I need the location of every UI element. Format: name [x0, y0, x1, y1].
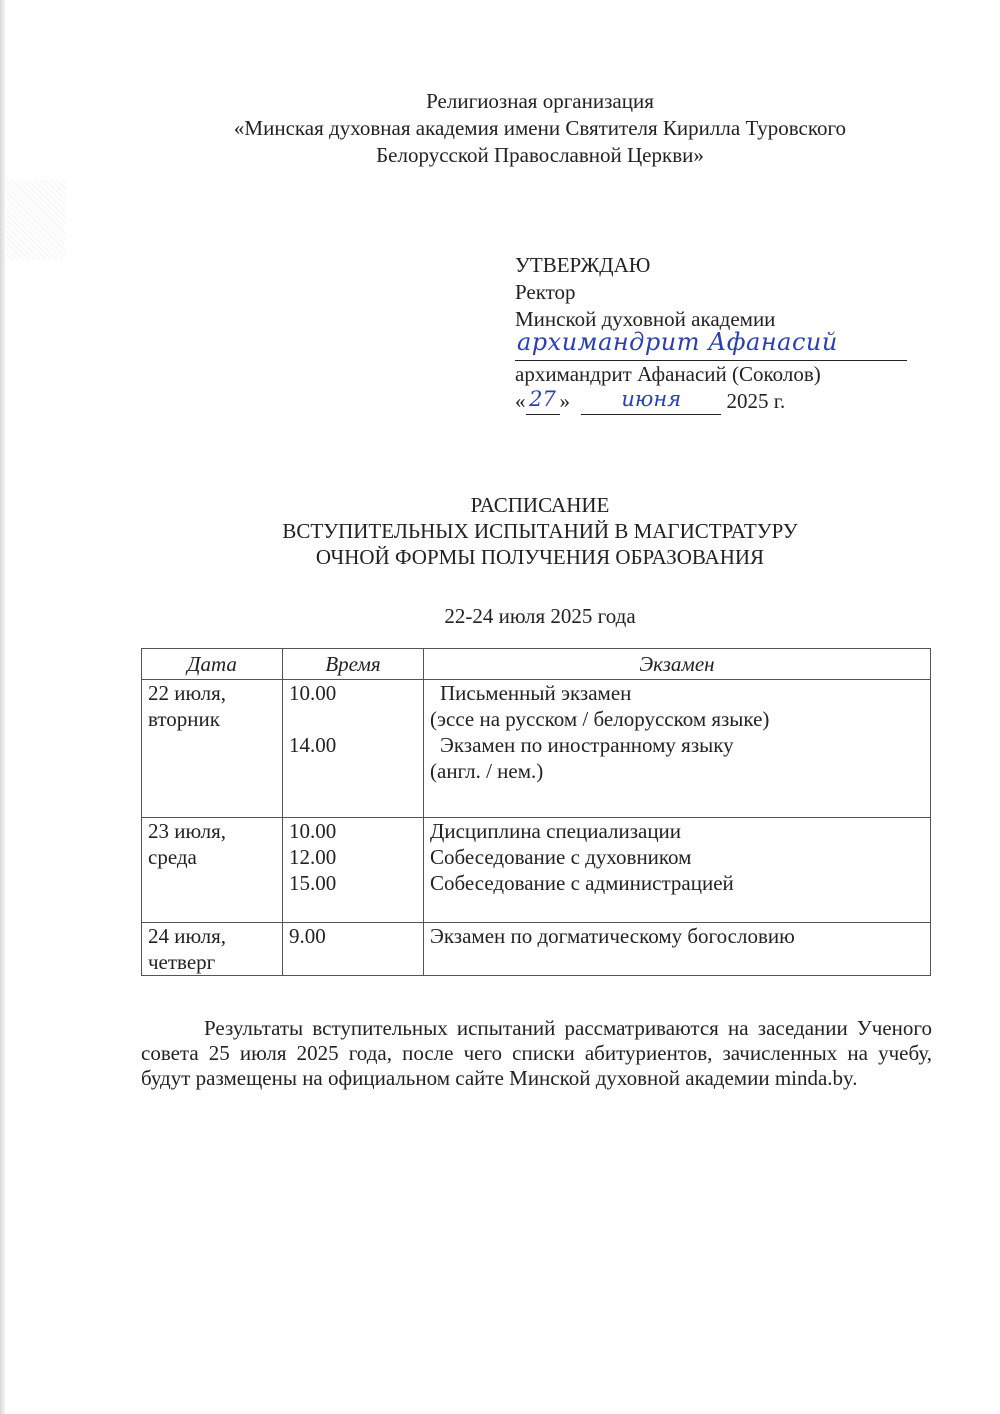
- approval-date: [515, 388, 935, 415]
- table-row: [142, 818, 931, 923]
- date-text: 24 июля,: [148, 924, 227, 948]
- time-cell: [283, 680, 424, 818]
- exam-cell: [424, 923, 931, 976]
- date-cell: [142, 680, 283, 818]
- exam-title: Дисциплина специализации: [430, 819, 682, 843]
- weekday-text: четверг: [148, 950, 216, 974]
- approver-institution: Минской духовной академии: [515, 307, 776, 331]
- organization-header: [140, 88, 940, 169]
- signatory-name: архимандрит Афанасий (Соколов): [515, 362, 821, 386]
- table-row: [142, 680, 931, 818]
- table-row: [142, 923, 931, 976]
- table-header-row: [142, 649, 931, 680]
- handwritten-month: июня: [621, 387, 682, 411]
- scan-edge-shadow: [0, 0, 5, 1414]
- exam-cell: [424, 680, 931, 818]
- schedule-table: [141, 648, 931, 976]
- quote-open: «: [515, 389, 526, 413]
- exam-period: 22-24 июля 2025 года: [444, 604, 636, 628]
- exam-cell: [424, 818, 931, 923]
- title-line-3: ОЧНОЙ ФОРМЫ ПОЛУЧЕНИЯ ОБРАЗОВАНИЯ: [315, 545, 765, 569]
- weekday-text: среда: [148, 845, 197, 869]
- header-exam: Экзамен: [424, 649, 931, 680]
- time-cell: [283, 923, 424, 976]
- time-text: 15.00: [289, 871, 337, 895]
- date-text: 23 июля,: [148, 819, 227, 843]
- exam-title: Собеседование с духовником: [430, 845, 692, 869]
- quote-close: »: [559, 389, 570, 413]
- time-text: 9.00: [289, 924, 326, 948]
- title-line-1: РАСПИСАНИЕ: [470, 493, 610, 517]
- exam-note: (англ. / нем.): [430, 759, 544, 783]
- time-text: 10.00: [289, 681, 337, 705]
- approval-block: [515, 252, 935, 415]
- org-line-2: «Минская духовная академия имени Святителя Кирилла Туровского: [233, 116, 847, 140]
- month-blank: [581, 387, 721, 415]
- scan-noise: [6, 180, 66, 260]
- org-line-1: Религиозная организация: [426, 89, 654, 113]
- time-text: 10.00: [289, 819, 337, 843]
- handwritten-day: 27: [529, 387, 556, 411]
- time-cell: [283, 818, 424, 923]
- results-note: Результаты вступительных испытаний рассматриваются на заседании Ученого совета 25 июля 2025 года, после чего списки абитуриентов, зачисленных на учебу, будут размещены на официальном сайте Минской духовной академии minda.by.: [141, 1016, 932, 1090]
- exam-title: Экзамен по догматическому богословию: [430, 924, 795, 948]
- approver-position: Ректор: [515, 280, 576, 304]
- weekday-text: вторник: [148, 707, 220, 731]
- exam-note: (эссе на русском / белорусском языке): [430, 707, 770, 731]
- time-text: 14.00: [289, 733, 337, 757]
- header-time: Время: [283, 649, 424, 680]
- handwritten-signature: архимандрит Афанасий: [517, 328, 838, 356]
- exam-title: Письменный экзамен: [440, 681, 632, 705]
- day-blank: [526, 387, 560, 415]
- date-cell: [142, 818, 283, 923]
- date-text: 22 июля,: [148, 681, 227, 705]
- signature-line: [515, 328, 907, 361]
- date-cell: [142, 923, 283, 976]
- exam-title: Собеседование с администрацией: [430, 871, 734, 895]
- approval-year: 2025 г.: [726, 389, 786, 413]
- exam-title: Экзамен по иностранному языку: [440, 733, 734, 757]
- header-date: Дата: [142, 649, 283, 680]
- approve-label: УТВЕРЖДАЮ: [515, 253, 651, 277]
- time-text: 12.00: [289, 845, 337, 869]
- title-line-2: ВСТУПИТЕЛЬНЫХ ИСПЫТАНИЙ В МАГИСТРАТУРУ: [282, 519, 798, 543]
- org-line-3: Белорусской Православной Церкви»: [376, 143, 704, 167]
- document-title: [140, 492, 940, 570]
